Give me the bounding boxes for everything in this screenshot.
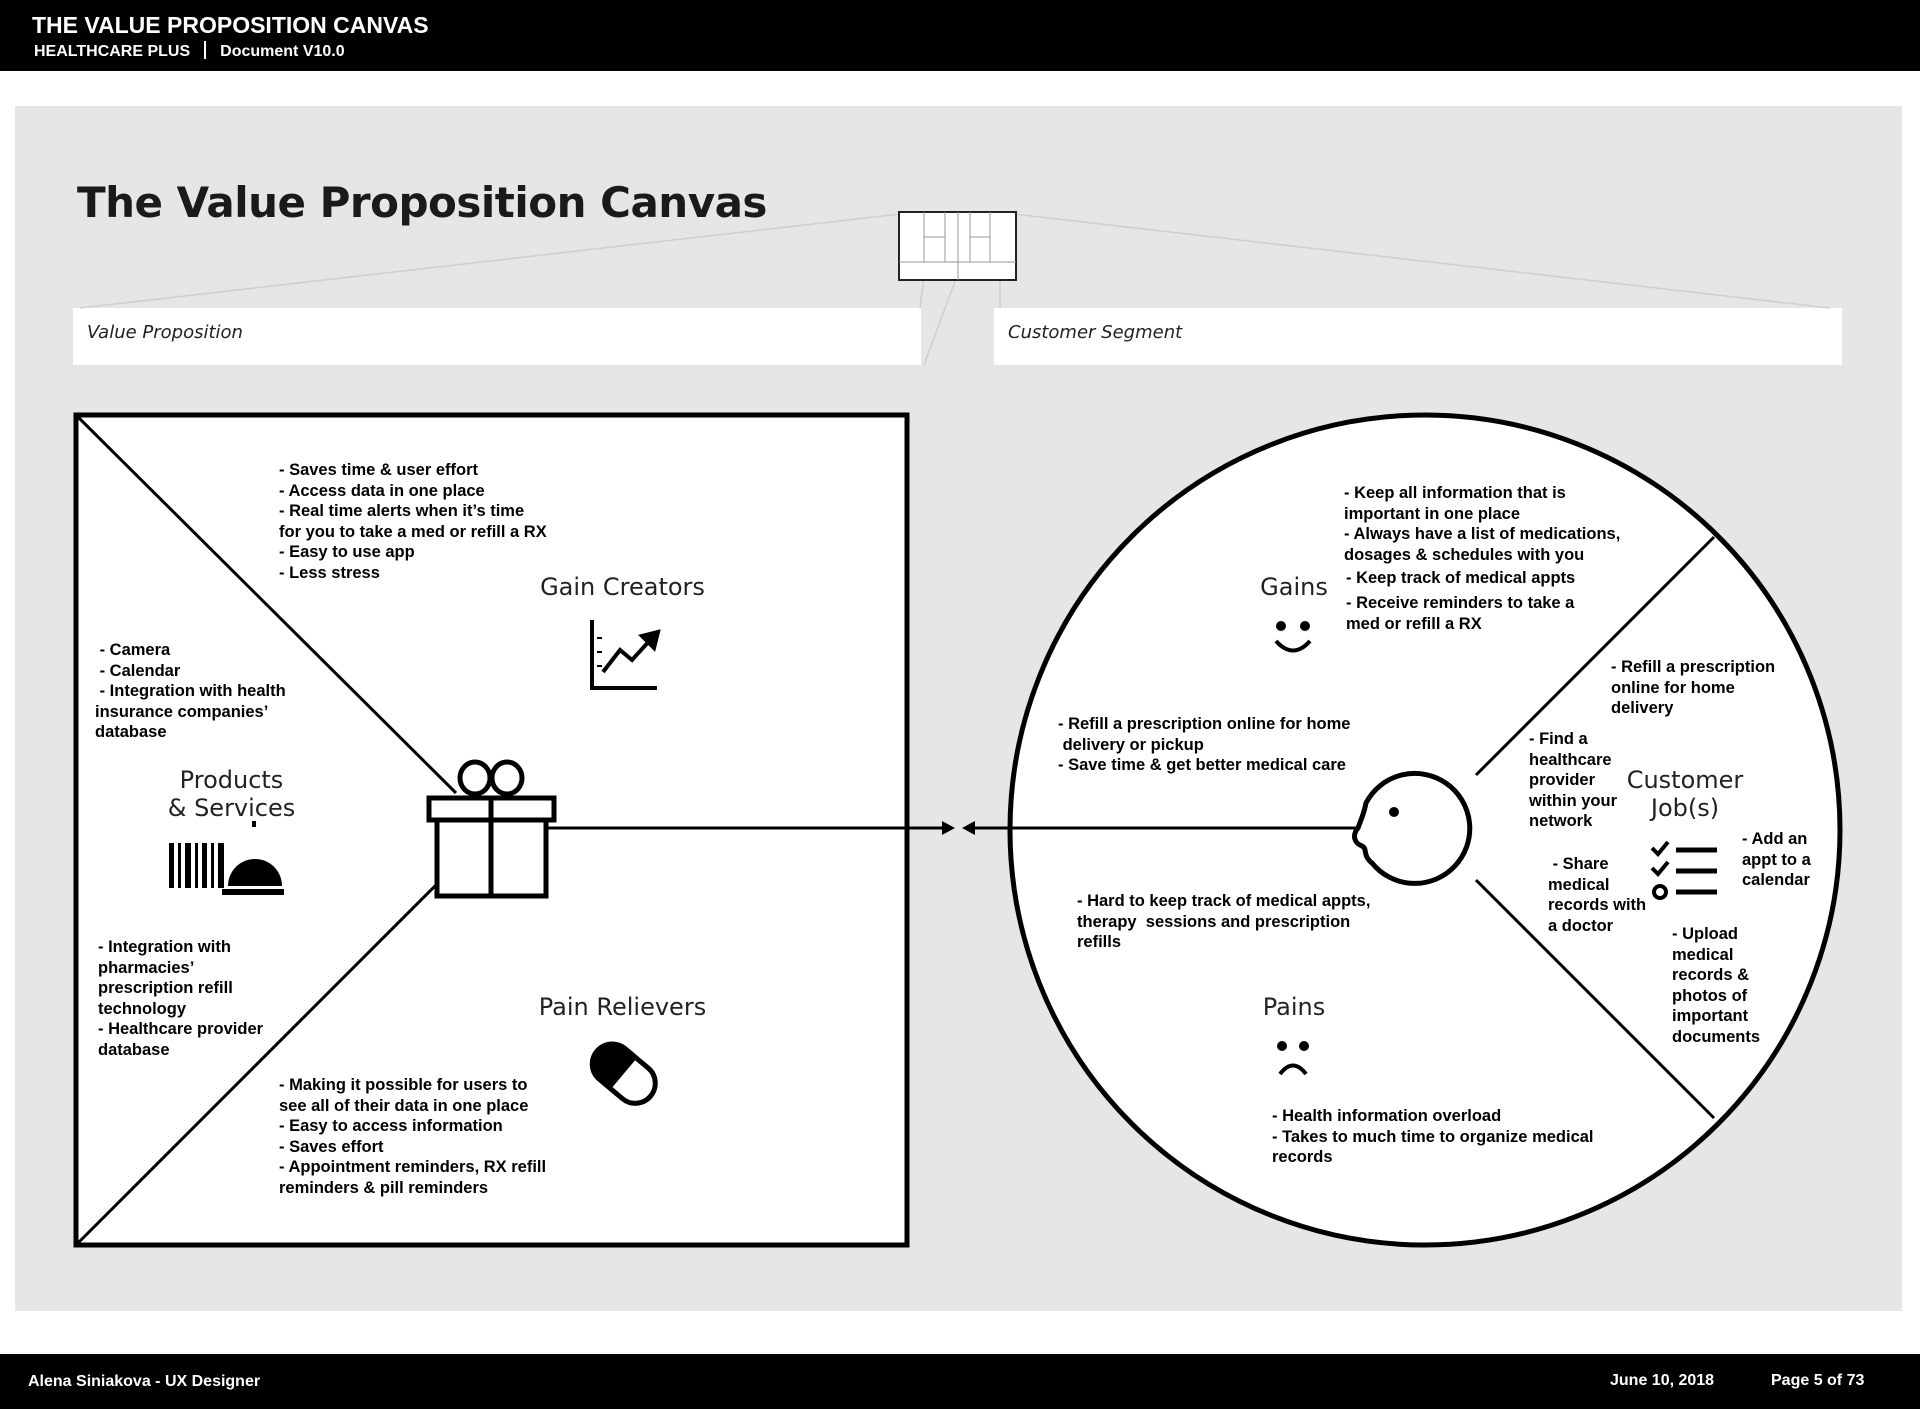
customer-jobs-heading: Customer Job(s) [1626, 766, 1744, 822]
pains-list-bottom: - Health information overload - Takes to much time to organize medical records [1272, 1107, 1594, 1166]
job-find-provider: - Find a healthcare provider within your network [1529, 730, 1617, 830]
thumbnail-canvas-icon [899, 212, 1016, 280]
products-services-list-bottom: - Integration with pharmacies’ prescription refill technology - Healthcare provider database [98, 938, 264, 1059]
document-title: THE VALUE PROPOSITION CANVAS [32, 12, 429, 38]
gain-creators-list: - Saves time & user effort - Access data in one place - Real time alerts when it’s time for you to take a med or refill a RX - Easy to use app - Less stress [279, 461, 547, 582]
customer-segment-label: Customer Segment [994, 308, 1842, 365]
footer-date: June 10, 2018 [1610, 1372, 1715, 1389]
pain-relievers-list: - Making it possible for users to see all of their data in one place - Easy to access information - Saves effort - Appointment reminders, RX refill reminders & pill reminders [279, 1076, 547, 1197]
products-services-list-top: - Camera - Calendar - Integration with health insurance companies’ database [95, 641, 286, 741]
gains-list-c: - Receive reminders to take a med or refill a RX [1346, 594, 1575, 633]
pain-relievers-heading: Pain Relievers [538, 993, 707, 1021]
value-proposition-label: Value Proposition [73, 308, 921, 365]
canvas-title: The Value Proposition Canvas [77, 178, 767, 227]
job-refill-prescription: - Refill a prescription online for home delivery [1611, 658, 1776, 717]
pains-list-top: - Hard to keep track of medical appts, therapy sessions and prescription refills [1077, 892, 1371, 951]
job-add-appt: - Add an appt to a calendar [1742, 830, 1811, 889]
footer-bar [0, 1354, 1920, 1409]
gains-list-a: - Keep all information that is important in one place - Always have a list of medications, dosages & schedules with you [1344, 484, 1621, 564]
document-version: Document V10.0 [220, 43, 345, 60]
job-share-records: - Share medical records with a doctor [1548, 855, 1647, 935]
gains-heading: Gains [1260, 573, 1328, 601]
gain-creators-heading: Gain Creators [540, 573, 705, 601]
gains-list-b: - Keep track of medical appts [1346, 569, 1576, 587]
center-value-text: - Refill a prescription online for home delivery or pickup - Save time & get better medical care [1058, 715, 1351, 774]
pains-heading: Pains [1262, 993, 1326, 1021]
footer-page-number: Page 5 of 73 [1771, 1372, 1865, 1389]
products-services-heading: Products & Services [167, 766, 296, 822]
company-name: HEALTHCARE PLUS [34, 43, 191, 60]
job-upload-records: - Upload medical records & photos of important documents [1672, 925, 1761, 1046]
footer-author: Alena Siniakova - UX Designer [28, 1373, 261, 1390]
